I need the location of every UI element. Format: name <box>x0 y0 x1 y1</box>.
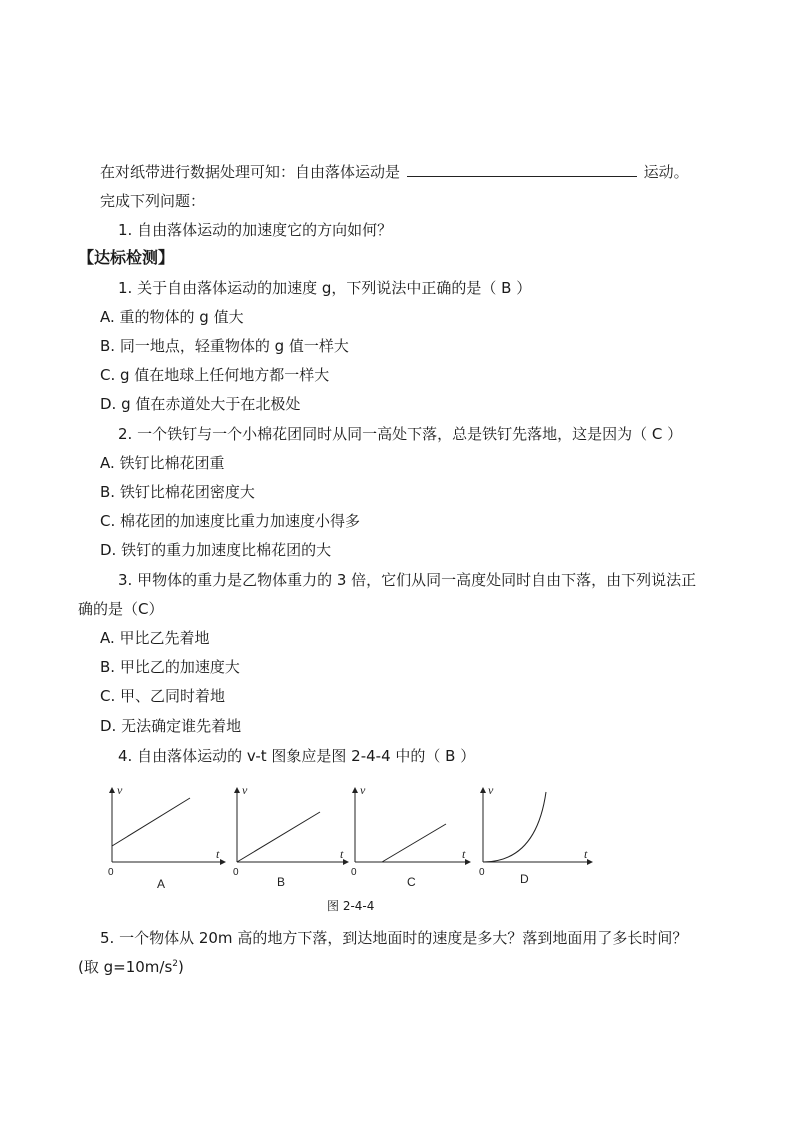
q5-stem-line-2-prefix: (取 g=10m/s <box>78 958 173 976</box>
intro-line-1-suffix: 运动。 <box>643 163 689 181</box>
q5-stem-line-1: 5. 一个物体从 20m 高的地方下落，到达地面时的速度是多大？落到地面用了多长时间？ <box>100 929 688 947</box>
q4-stem: 4. 自由落体运动的 v-t 图象应是图 2-4-4 中的（ B ） <box>118 747 476 765</box>
panel-d-label: D <box>520 872 529 886</box>
panel-a-t-label: t <box>216 847 220 861</box>
panel-c-t-label: t <box>462 847 466 861</box>
q2-option-b: B. 铁钉比棉花团密度大 <box>100 483 255 501</box>
q5-exponent: 2 <box>172 959 179 969</box>
panel-c-v-label: v <box>360 783 366 797</box>
panel-b-origin: 0 <box>233 867 239 878</box>
q1-option-c: C. g 值在地球上任何地方都一样大 <box>100 366 330 384</box>
q3-stem-line-2: 确的是（C） <box>78 600 164 618</box>
q2-option-a: A. 铁钉比棉花团重 <box>100 454 225 472</box>
q1-option-d: D. g 值在赤道处大于在北极处 <box>100 395 301 413</box>
panel-d-t-label: t <box>584 847 588 861</box>
panel-d-v-label: v <box>488 783 494 797</box>
q3-stem-line-1: 3. 甲物体的重力是乙物体重力的 3 倍，它们从同一高度处同时自由下落，由下列说法正 <box>118 571 697 589</box>
intro-line-3: 1. 自由落体运动的加速度它的方向如何？ <box>118 221 393 239</box>
panel-a-graph-line <box>112 798 190 846</box>
panel-b-graph-line <box>237 812 320 862</box>
q1-option-b: B. 同一地点，轻重物体的 g 值一样大 <box>100 337 349 355</box>
vt-graphs-svg <box>100 782 620 900</box>
q3-option-c: C. 甲、乙同时着地 <box>100 687 226 705</box>
panel-b-label: B <box>277 875 286 889</box>
q3-option-d: D. 无法确定谁先着地 <box>100 717 242 735</box>
q3-option-b: B. 甲比乙的加速度大 <box>100 658 240 676</box>
panel-d-origin: 0 <box>479 867 485 878</box>
figure-caption: 图 2-4-4 <box>327 899 375 913</box>
vt-graph-figure <box>100 782 620 900</box>
panel-c-label: C <box>407 875 416 889</box>
panel-d-graph-curve <box>483 792 546 862</box>
answer-blank[interactable] <box>407 162 637 177</box>
section-title: 【达标检测】 <box>78 248 175 267</box>
panel-b-t-label: t <box>340 847 344 861</box>
q5-stem-line-2 <box>78 957 184 977</box>
panel-a-label: A <box>157 877 166 891</box>
panel-c-graph-line <box>382 824 446 862</box>
q5-stem-line-2-suffix: ) <box>178 958 184 976</box>
panel-b-v-label: v <box>242 783 248 797</box>
q3-option-a: A. 甲比乙先着地 <box>100 629 210 647</box>
q2-option-c: C. 棉花团的加速度比重力加速度小得多 <box>100 512 361 530</box>
q2-option-d: D. 铁钉的重力加速度比棉花团的大 <box>100 541 332 559</box>
q1-stem: 1. 关于自由落体运动的加速度 g，下列说法中正确的是（ B ） <box>118 279 532 297</box>
intro-line-1-prefix: 在对纸带进行数据处理可知：自由落体运动是 <box>100 163 401 181</box>
panel-a-v-label: v <box>117 783 123 797</box>
panel-c-origin: 0 <box>351 867 357 878</box>
q1-option-a: A. 重的物体的 g 值大 <box>100 308 244 326</box>
intro-line-1 <box>100 162 689 182</box>
q2-stem: 2. 一个铁钉与一个小棉花团同时从同一高处下落，总是铁钉先落地，这是因为（ C ） <box>118 425 683 443</box>
intro-line-2: 完成下列问题： <box>100 192 206 210</box>
panel-a-origin: 0 <box>108 867 114 878</box>
